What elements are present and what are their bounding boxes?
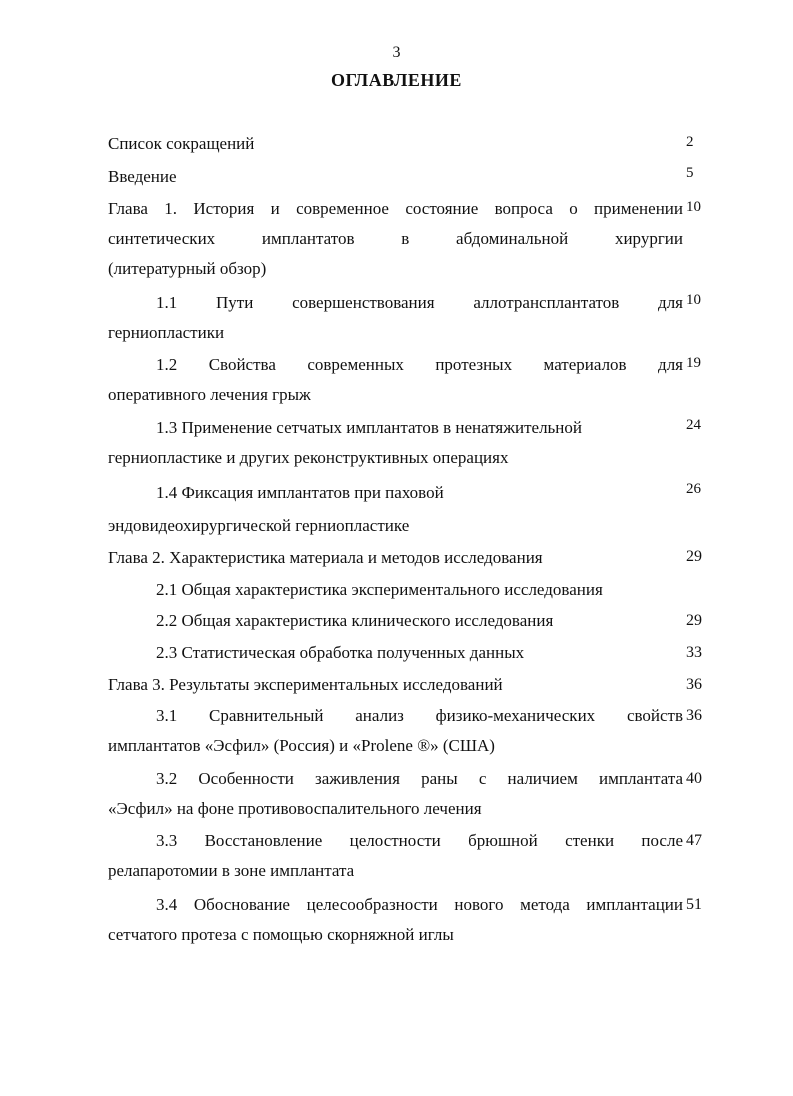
toc-entry-3-1 (108, 701, 683, 761)
toc-entry-text: 3.1 Сравнительный анализ физико-механических свойств (156, 706, 683, 725)
toc-entry-chapter-1 (108, 194, 683, 284)
toc-page-number: 10 (686, 292, 701, 308)
toc-entry-text: 1.1 Пути совершенствования аллотрансплантатов для (156, 293, 683, 312)
toc-entry-text: Глава 3. Результаты экспериментальных исследований (108, 675, 503, 694)
toc-page-number: 29 (686, 548, 702, 565)
toc-entry-chapter-3 (108, 670, 683, 700)
toc-entry-1-4 (108, 478, 683, 541)
toc-entry-text: эндовидеохирургической герниопластике (108, 516, 410, 535)
toc-entry-text: (литературный обзор) (108, 259, 267, 278)
toc-entry-text: 1.3 Применение сетчатых имплантатов в ненатяжительной (156, 418, 582, 437)
toc-entry-chapter-2 (108, 543, 683, 573)
toc-page-number: 36 (686, 676, 702, 693)
toc-title: ОГЛАВЛЕНИЕ (331, 70, 462, 90)
toc-page-number: 29 (686, 612, 702, 629)
toc-entry-text: 1.4 Фиксация имплантатов при паховой (156, 483, 444, 502)
toc-entry-text: 2.3 Статистическая обработка полученных данных (156, 643, 525, 662)
toc-entry-2-2 (108, 606, 683, 636)
toc-entry-3-3 (108, 826, 683, 886)
toc-page-number: 24 (686, 417, 701, 433)
toc-entry-text: 2.2 Общая характеристика клинического исследования (156, 611, 554, 630)
toc-entry-1-3 (108, 413, 683, 473)
toc-entry-text: герниопластики (108, 323, 225, 342)
toc-entry-introduction (108, 162, 683, 192)
toc-entry-2-1 (108, 575, 683, 605)
toc-page-number: 33 (686, 644, 702, 661)
toc-entry-text: 2.1 Общая характеристика экспериментального исследования (156, 580, 603, 599)
toc-entry-text: герниопластике и других реконструктивных операциях (108, 448, 509, 467)
toc-entry-text: Глава 2. Характеристика материала и методов исследования (108, 548, 543, 567)
toc-entry-3-4 (108, 890, 683, 950)
toc-entry-1-2 (108, 350, 683, 410)
toc-entry-text: имплантатов «Эсфил» (Россия) и «Prolene ®» (США) (108, 736, 495, 755)
toc-entry-text: 3.4 Обоснование целесообразности нового метода имплантации (156, 895, 683, 914)
toc-entry-text: оперативного лечения грыж (108, 385, 311, 404)
toc-entry-3-2 (108, 764, 683, 824)
toc-page-number: 36 (686, 707, 702, 724)
toc-entry-text: Глава 1. История и современное состояние вопроса о применении (108, 199, 683, 218)
toc-entry-2-3 (108, 638, 683, 668)
toc-entry-text: 3.3 Восстановление целостности брюшной стенки после (156, 831, 683, 850)
toc-page-number: 40 (686, 770, 702, 787)
toc-entry-text: 1.2 Свойства современных протезных материалов для (156, 355, 683, 374)
toc-page-number: 5 (686, 165, 694, 181)
toc-entry-text: 3.2 Особенности заживления раны с наличием имплантата (156, 769, 683, 788)
toc-page-number: 51 (686, 896, 702, 913)
toc-page-number: 2 (686, 134, 694, 150)
toc-entry-text: сетчатого протеза с помощью скорняжной иглы (108, 925, 454, 944)
toc-entry-text: «Эсфил» на фоне противовоспалительного лечения (108, 799, 482, 818)
toc-entry-text: Введение (108, 167, 177, 186)
toc-entry-text: Список сокращений (108, 134, 255, 153)
toc-entry-text: синтетических имплантатов в абдоминальной хирургии (108, 229, 683, 248)
toc-entry-text: релапаротомии в зоне имплантата (108, 861, 355, 880)
toc-page-number: 26 (686, 481, 701, 497)
toc-page-number: 10 (686, 199, 701, 215)
toc-page-number: 47 (686, 832, 702, 849)
toc-entry-1-1 (108, 288, 683, 348)
toc-entry-abbreviations (108, 129, 683, 159)
toc-page-number: 19 (686, 355, 701, 371)
page-number: 3 (392, 44, 401, 61)
